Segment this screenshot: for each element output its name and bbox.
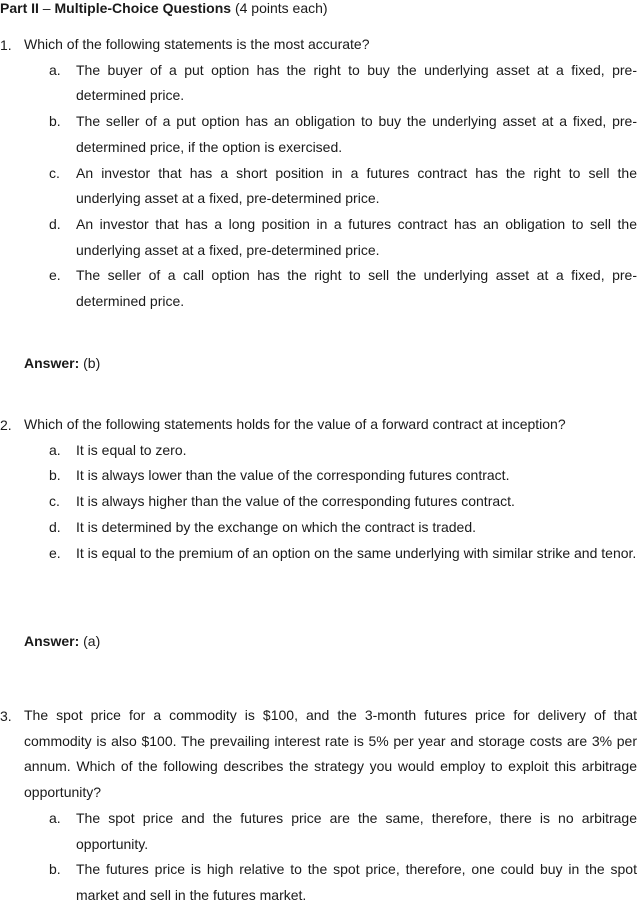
choice-text: It is determined by the exchange on which the contract is traded. [76, 518, 477, 535]
question-2 [0, 412, 637, 566]
choice-text: The seller of a call option has the right to sell the underlying asset at a fixed, pre-determined price. [76, 267, 637, 310]
choice-b [49, 463, 637, 489]
choice-letter: a. [49, 809, 61, 826]
choice-text: The futures price is high relative to the spot price, therefore, one could buy in the spot market and sell in the futures market. [76, 861, 637, 903]
choice-letter: e. [49, 267, 61, 284]
choice-text: The spot price and the futures price are the same, therefore, there is no arbitrage opportunity. [76, 809, 637, 852]
choice-d [49, 515, 637, 541]
choice-letter: b. [49, 467, 61, 484]
choice-e [49, 263, 637, 314]
question-3 [0, 703, 637, 909]
question-number: 2. [0, 417, 12, 433]
choice-letter: c. [49, 493, 60, 510]
question-number: 3. [0, 708, 12, 724]
question-stem: Which of the following statements is the most accurate? [24, 36, 370, 52]
choice-text: The seller of a put option has an obligation to buy the underlying asset at a fixed, pre-determined price, if the option is exercised. [76, 113, 637, 155]
choice-text: An investor that has a long position in a futures contract has an obligation to sell the underlying asset at a fixed, pre-determined price. [76, 215, 637, 258]
question-1 [0, 32, 637, 315]
choice-a [49, 438, 637, 464]
choice-a [49, 58, 637, 109]
choice-letter: d. [49, 518, 61, 535]
answer-value: (a) [83, 633, 101, 649]
choice-letter: c. [49, 164, 60, 181]
answer-label: Answer: [24, 355, 80, 371]
question-number: 1. [0, 37, 12, 53]
question-stem: The spot price for a commodity is $100, and the 3-month futures price for delivery of that commodity is also $100. The prevailing interest rate is 5% per year and storage costs are 3% per annum. Which of the following describes the strategy you would employ to exploit this arbitrage opportunity? [24, 707, 637, 801]
section-subtitle: Multiple-Choice Questions [54, 0, 232, 16]
choice-text: The buyer of a put option has the right to buy the underlying asset at a fixed, pre-determined price. [76, 61, 637, 104]
choice-text: It is equal to zero. [76, 441, 187, 458]
choice-letter: b. [49, 113, 61, 130]
choice-text: An investor that has a short position in a futures contract has the right to sell the underlying asset at a fixed, pre-determined price. [76, 164, 637, 207]
answer-value: (b) [83, 355, 101, 371]
choice-letter: a. [49, 441, 61, 458]
choice-e [49, 541, 637, 567]
choice-a [49, 806, 637, 857]
choice-b [49, 857, 637, 908]
choice-letter: e. [49, 544, 61, 561]
answer-label: Answer: [24, 633, 80, 649]
question-stem: Which of the following statements holds for the value of a forward contract at inception? [24, 416, 566, 432]
section-points: (4 points each) [234, 0, 328, 16]
section-title: Part II [0, 0, 39, 16]
answer-2 [24, 631, 100, 651]
choice-letter: b. [49, 861, 61, 878]
choice-list [0, 438, 637, 567]
choice-c [49, 489, 637, 515]
answer-1 [24, 353, 100, 373]
choice-text: It is always higher than the value of the corresponding futures contract. [76, 493, 515, 510]
section-heading [0, 0, 328, 17]
choice-text: It is equal to the premium of an option on the same underlying with similar strike and tenor. [76, 544, 637, 561]
choice-b [49, 109, 637, 160]
choice-list [0, 806, 637, 909]
choice-list [0, 58, 637, 315]
choice-d [49, 212, 637, 263]
section-dash: – [42, 0, 51, 16]
choice-letter: a. [49, 61, 61, 78]
choice-letter: d. [49, 215, 61, 232]
choice-text: It is always lower than the value of the corresponding futures contract. [76, 467, 510, 484]
choice-c [49, 161, 637, 212]
